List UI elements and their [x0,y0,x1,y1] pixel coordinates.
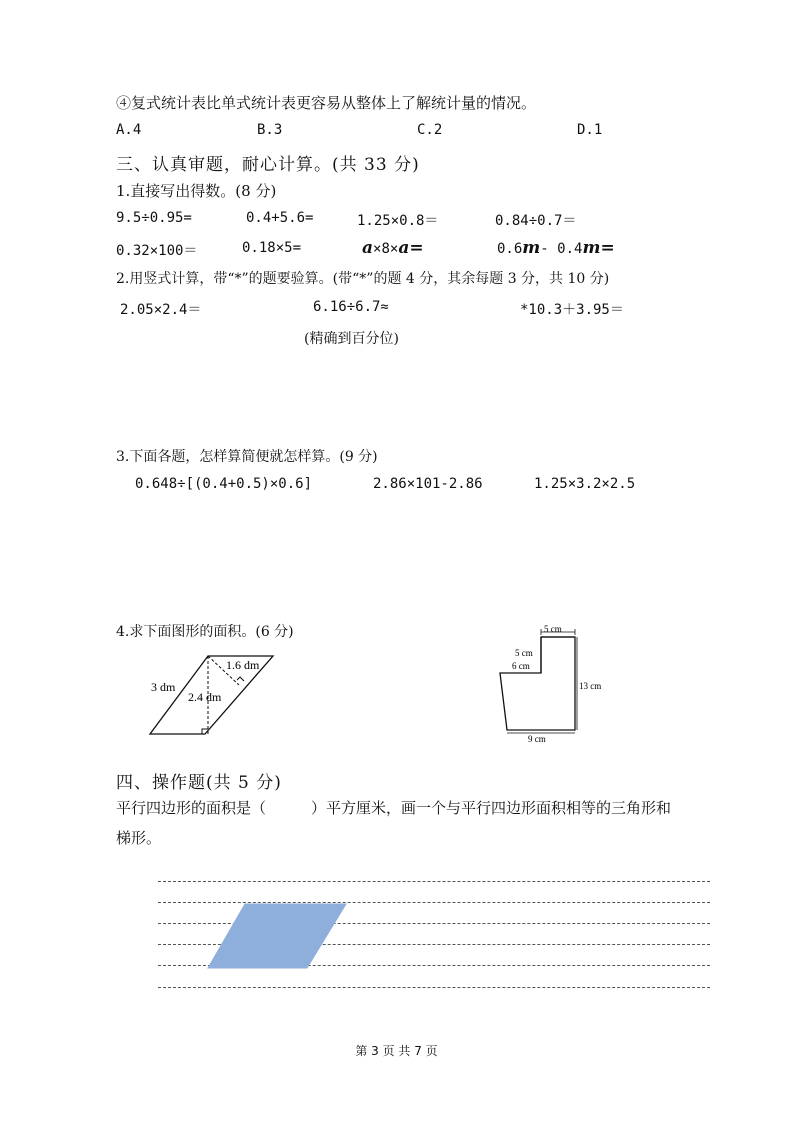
var-m: m [522,238,541,258]
blue-parallelogram [200,900,350,972]
grid-line-1 [158,881,710,882]
q1-item-8-minus: - 0.4 [540,241,583,257]
fig2-step-h-label: 5 cm [515,648,533,658]
section-3-title: 三、认真审题，耐心计算。(共 33 分) [116,155,420,175]
q3-problem-1: 0.648÷[(0.4+0.5)×0.6] [135,476,313,492]
option-c: C.2 [417,122,443,138]
q2-problem-3: *10.3＋3.95＝ [520,302,624,318]
section-4-text-line-1: 平行四边形的面积是（ ）平方厘米，画一个与平行四边形面积相等的三角形和 [116,799,672,817]
grid-line-6 [158,987,710,988]
statement-4: ④复式统计表比单式统计表更容易从整体上了解统计量的情况。 [116,94,537,112]
section-4-title: 四、操作题(共 5 分) [116,773,282,793]
option-d: D.1 [577,122,603,138]
composite-figure [485,623,610,743]
option-a: A.4 [116,122,142,138]
option-b: B.3 [257,122,283,138]
q1-item-7 [362,238,424,258]
q2-note: (精确到百分位) [304,331,399,347]
fig1-top-height-label: 1.6 dm [226,658,260,672]
fig1-side-label: 3 dm [151,680,176,694]
fig1-height-label: 2.4 dm [188,690,222,704]
q3-problem-2: 2.86×101-2.86 [373,476,483,492]
parallelogram-figure [140,645,285,745]
q1-title: 1.直接写出得数。(8 分) [116,182,277,200]
q1-item-6: 0.18×5= [242,240,302,256]
q3-title: 3.下面各题，怎样算简便就怎样算。(9 分) [116,449,378,465]
var-a-2: a [398,238,410,258]
q3-problem-3: 1.25×3.2×2.5 [534,476,636,492]
q2-title: 2.用竖式计算，带“*”的题要验算。(带“*”的题 4 分，其余每题 3 分，共 10 分) [116,271,610,287]
q1-item-1: 9.5÷0.95= [116,210,192,226]
q2-problem-1: 2.05×2.4＝ [120,302,202,318]
q1-item-4: 0.84÷0.7＝ [495,213,577,229]
fig2-top-label: 5 cm [544,624,562,634]
q1-item-7-eq: = [409,238,424,258]
q4-title: 4.求下面图形的面积。(6 分) [116,624,294,640]
page-footer: 第 3 页 共 7 页 [355,1044,438,1058]
q1-item-3: 1.25×0.8＝ [357,213,439,229]
fig2-right-label: 13 cm [579,681,602,691]
section-4-text-line-2: 梯形。 [116,829,162,847]
fig2-bottom-label: 9 cm [528,734,546,743]
fig2-step-w-label: 6 cm [512,661,530,671]
var-m-eq: m= [582,238,615,258]
q1-item-7-times: ×8× [373,241,399,257]
q1-item-2: 0.4+5.6= [246,210,314,226]
q1-item-8-coef: 0.6 [497,241,523,257]
var-a: a [362,238,374,258]
q1-item-8 [497,238,615,258]
q2-problem-2: 6.16÷6.7≈ [313,299,389,315]
q1-item-5: 0.32×100＝ [116,243,198,259]
